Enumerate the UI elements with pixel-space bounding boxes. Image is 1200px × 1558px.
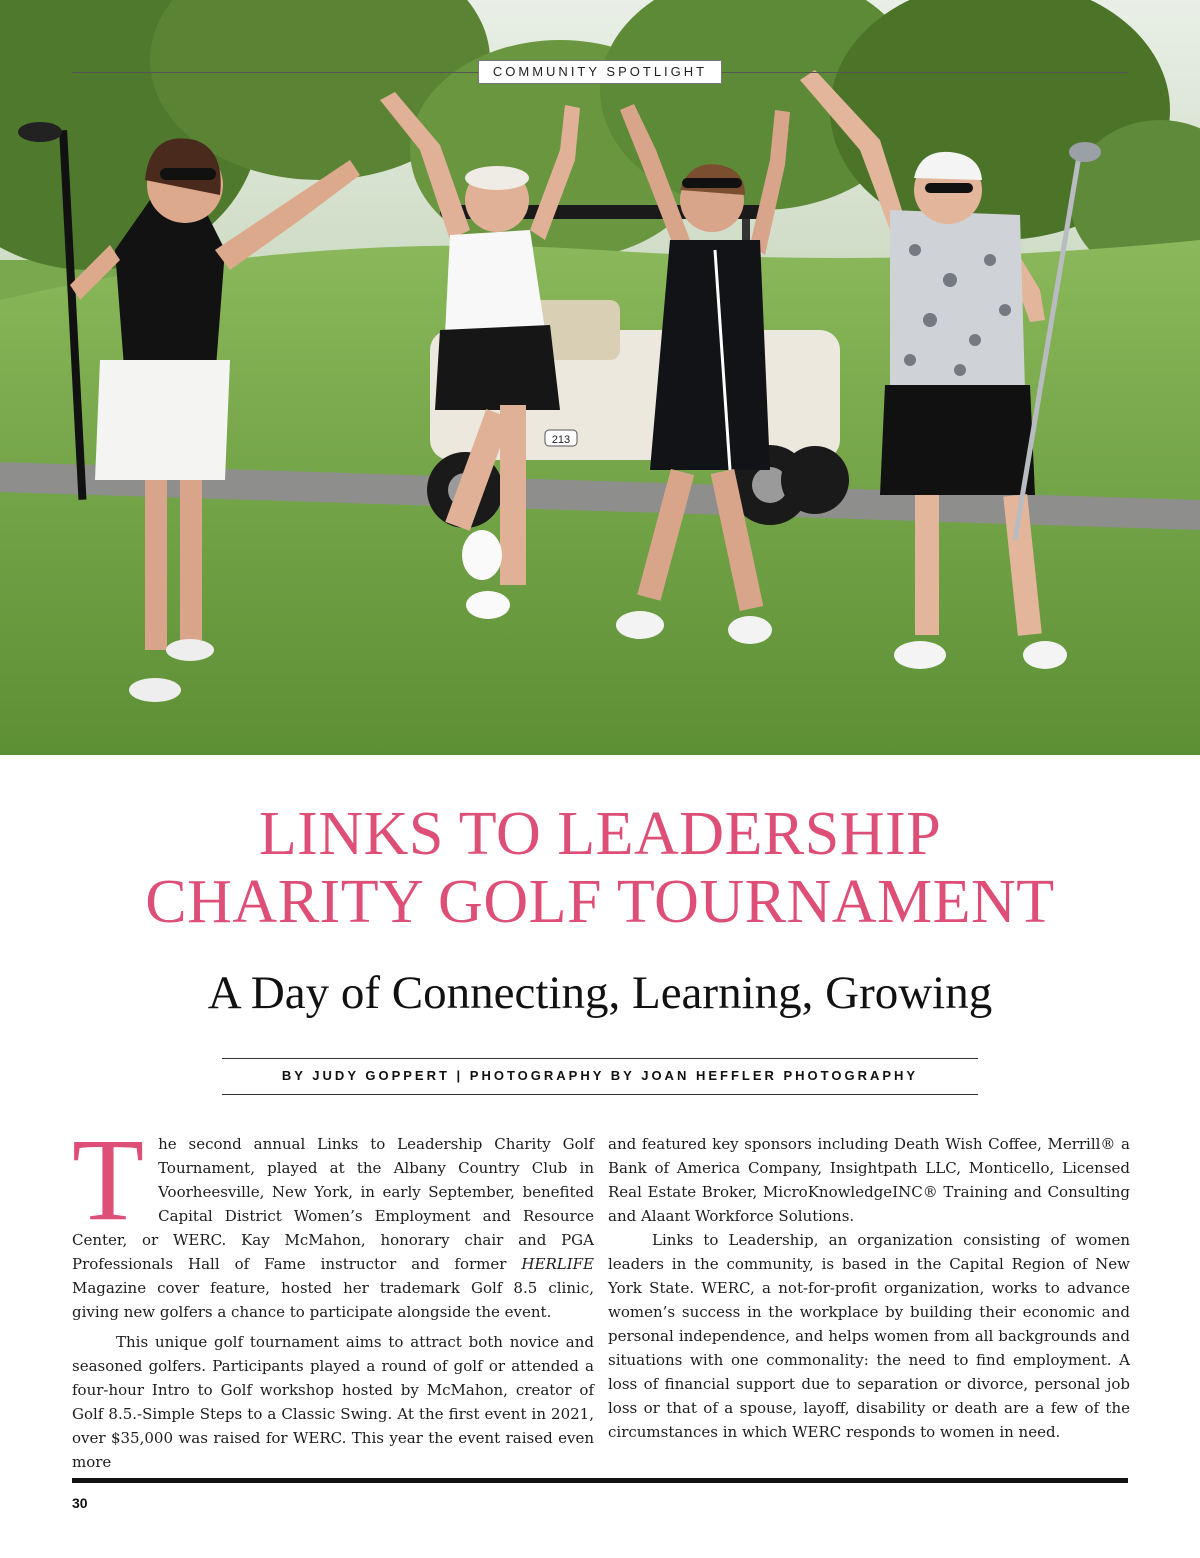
paragraph-2: This unique golf tournament aims to attract both novice and seasoned golfers. Participants played a round of golf or attended a four-hour Intro to Golf workshop hosted by McMahon, creator of Golf 8.5.-Simple Steps to a Classic Swing. At the first event in 2021, over $35,000 was raised for WERC. This year the event raised even more [72, 1333, 594, 1471]
byline: BY JUDY GOPPERT | PHOTOGRAPHY BY JOAN HEFFLER PHOTOGRAPHY [281, 1068, 919, 1083]
paragraph-3: and featured key sponsors including Death Wish Coffee, Merrill® a Bank of America Company, Insightpath LLC, Monticello, Licensed Real Estate Broker, MicroKnowledgeINC® Training and Consulting and Alaant Workforce Solutions. [608, 1135, 1130, 1225]
golfers-celebrating-photo-icon [0, 0, 1200, 755]
byline-rule-bottom [222, 1094, 978, 1095]
footer-rule [72, 1478, 1128, 1483]
article-subtitle: A Day of Connecting, Learning, Growing [207, 967, 993, 1019]
article-column-left [72, 1114, 594, 1474]
paragraph-1 [72, 1114, 594, 1324]
article-title-line-2: CHARITY GOLF TOURNAMENT [145, 868, 1055, 936]
drop-cap: T [72, 1114, 145, 1245]
hero-photo [0, 0, 1200, 755]
article-column-right [608, 1132, 1130, 1444]
page-number: 30 [72, 1495, 88, 1511]
article-title-line-1: LINKS TO LEADERSHIP [258, 800, 942, 868]
magazine-name: HERLIFE [521, 1255, 594, 1273]
section-label: COMMUNITY SPOTLIGHT [478, 60, 722, 84]
byline-rule-top [222, 1058, 978, 1059]
article-title [0, 800, 1200, 936]
paragraph-1-text-end: Magazine cover feature, hosted her trademark Golf 8.5 clinic, giving new golfers a chance to participate alongside the event. [72, 1279, 594, 1321]
svg-text:213: 213 [551, 434, 571, 446]
paragraph-1-text: he second annual Links to Leadership Charity Golf Tournament, played at the Albany Country Club in Voorheesville, New York, in early September, benefited Capital District Women’s Employment and Resource Center, or WERC. Kay McMahon, honorary chair and PGA Professionals Hall of Fame instructor and former [72, 1135, 594, 1273]
paragraph-4: Links to Leadership, an organization consisting of women leaders in the community, is based in the Capital Region of New York State. WERC, a not-for-profit organization, works to advance women’s success in the workplace by building their economic and personal independence, and helps women from all backgrounds and situations with one commonality: the need to find employment. A loss of financial support due to separation or divorce, personal job loss or that of a spouse, layoff, disability or death are a few of the circumstances in which WERC responds to women in need. [608, 1231, 1130, 1441]
